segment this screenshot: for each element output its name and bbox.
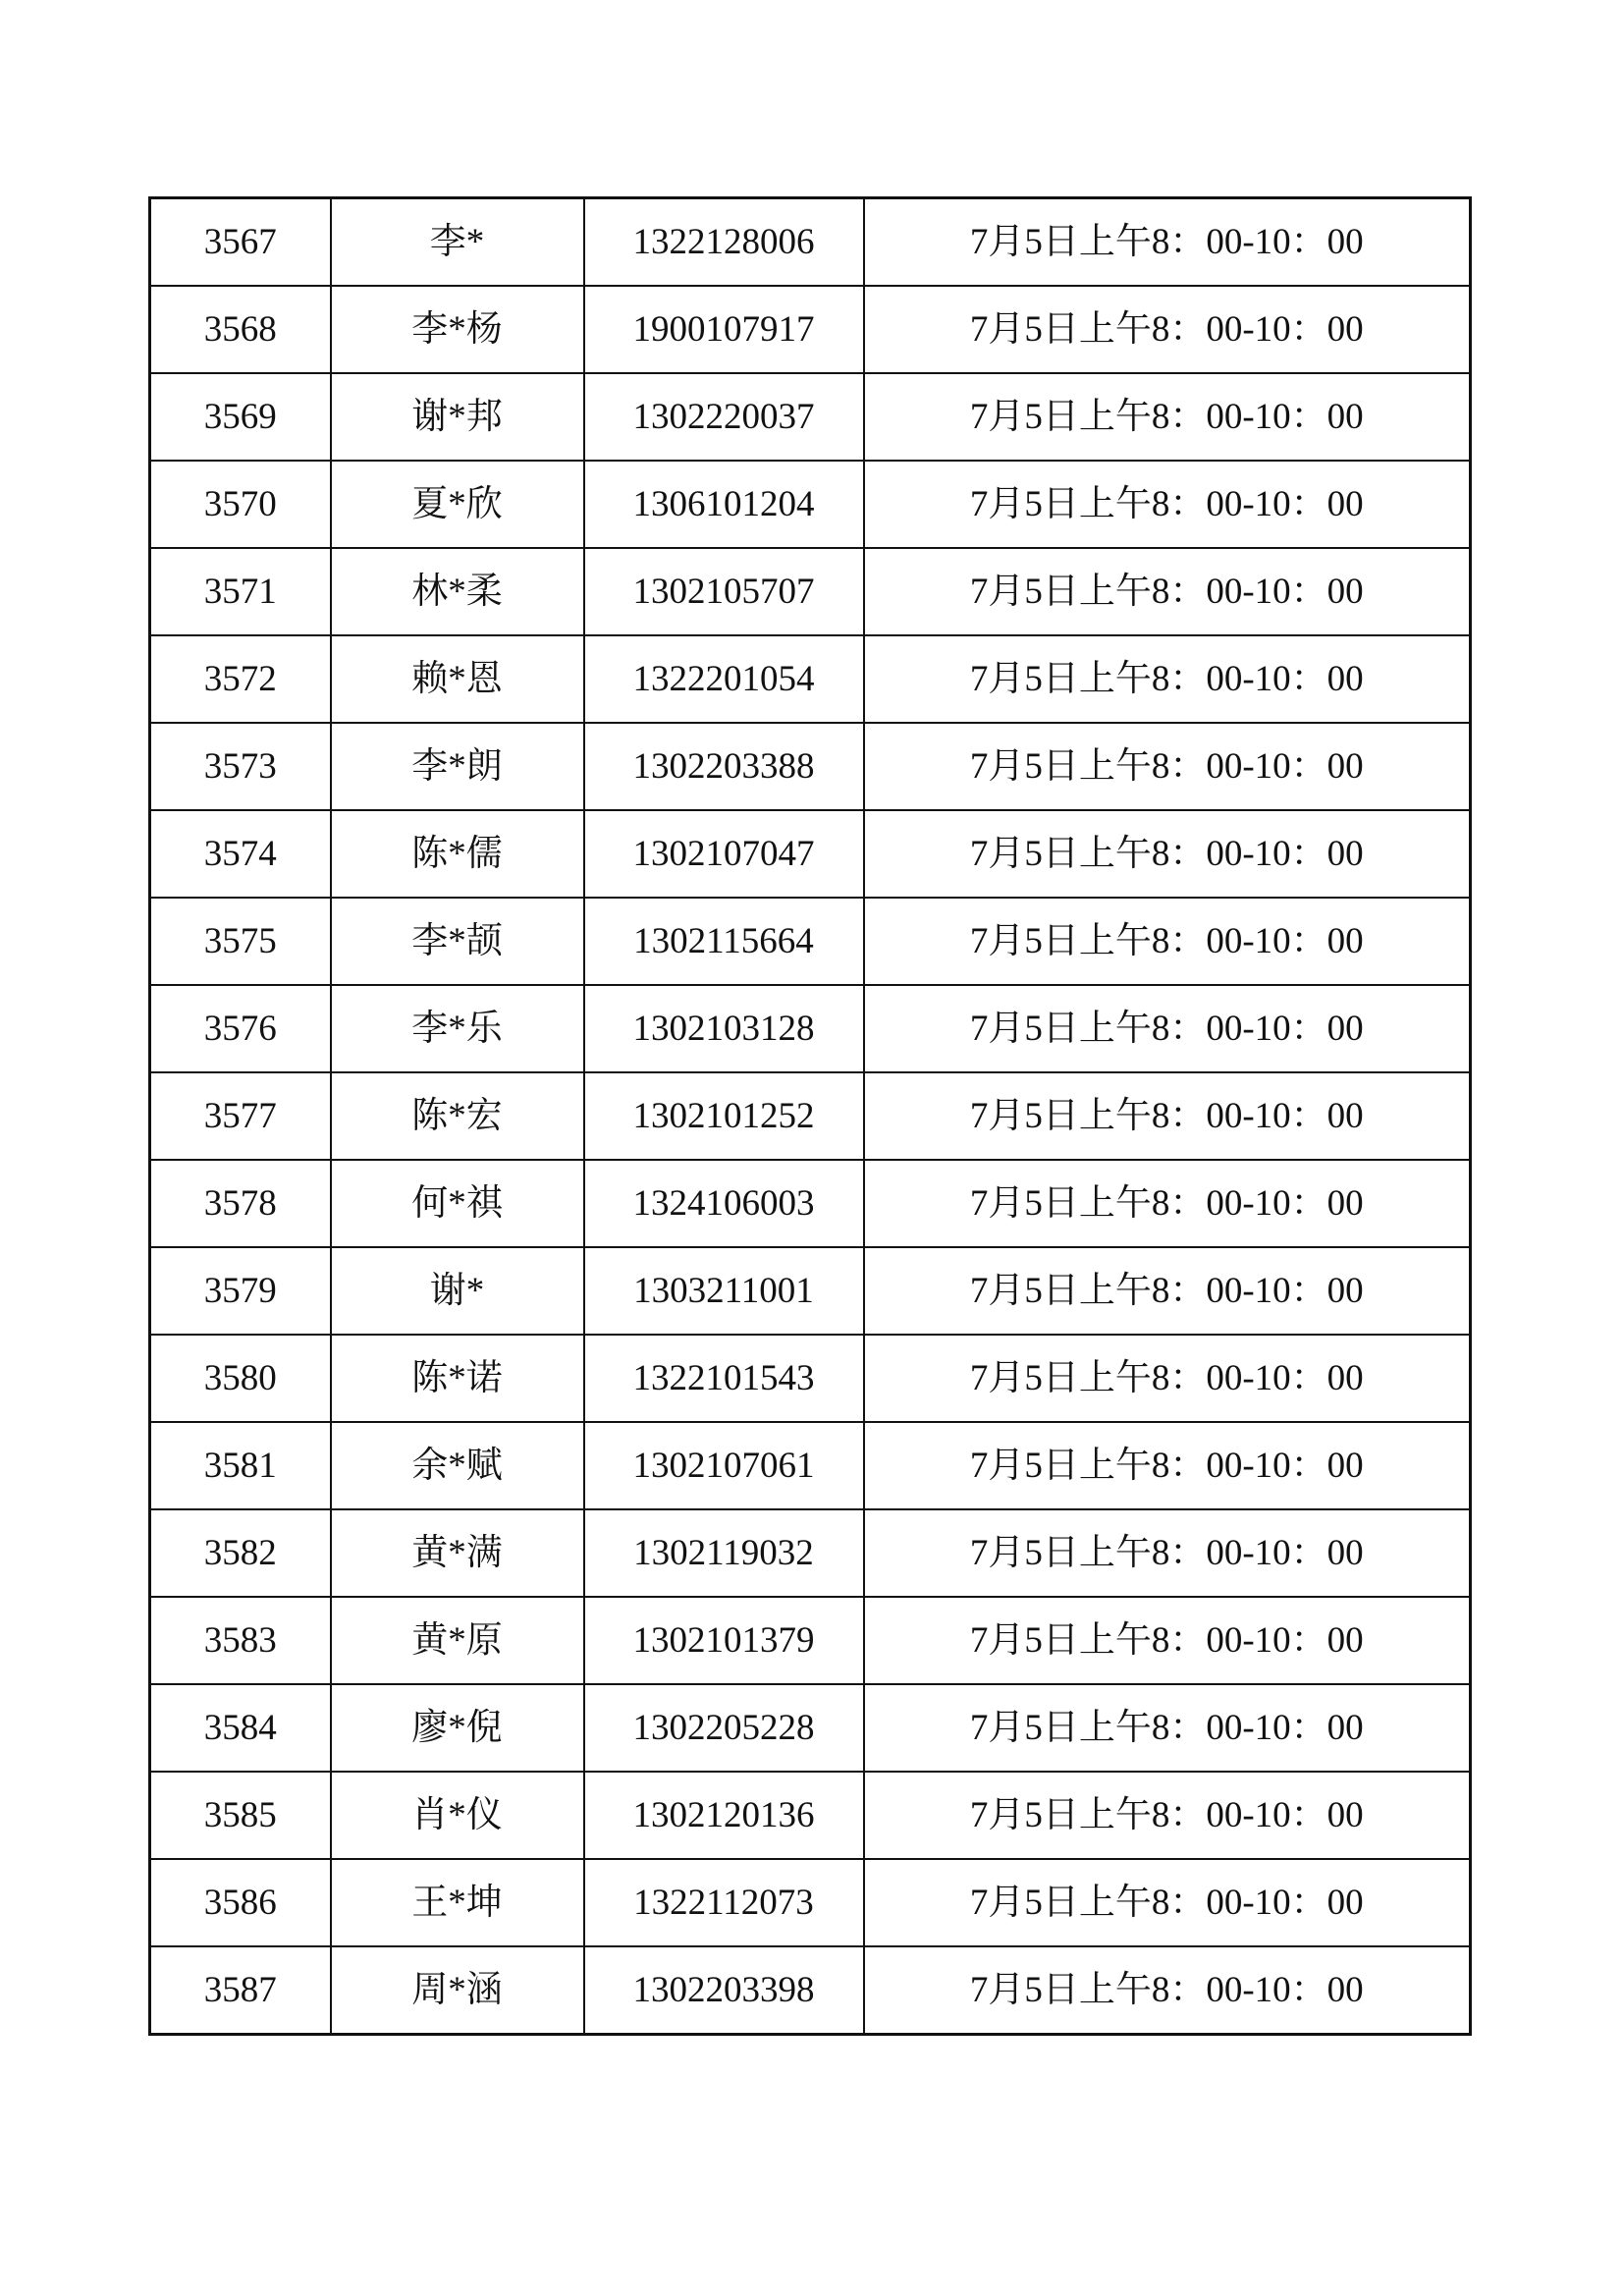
table-row <box>150 1772 1471 1859</box>
id-number-cell: 1302220037 <box>584 373 864 461</box>
table-row <box>150 198 1471 287</box>
time-slot-cell: 7月5日上午8：00-10：00 <box>864 898 1471 985</box>
table-row <box>150 635 1471 723</box>
time-slot-cell: 7月5日上午8：00-10：00 <box>864 1684 1471 1772</box>
time-slot-cell: 7月5日上午8：00-10：00 <box>864 1859 1471 1946</box>
name-cell: 周*涵 <box>331 1946 584 2035</box>
name-cell: 黄*原 <box>331 1597 584 1684</box>
sequence-number-cell: 3573 <box>150 723 331 810</box>
table-row <box>150 286 1471 373</box>
table-row <box>150 898 1471 985</box>
name-cell: 林*柔 <box>331 548 584 635</box>
name-cell: 陈*儒 <box>331 810 584 898</box>
table-row <box>150 1946 1471 2035</box>
id-number-cell: 1322128006 <box>584 198 864 287</box>
table-row <box>150 1509 1471 1597</box>
id-number-cell: 1302120136 <box>584 1772 864 1859</box>
time-slot-cell: 7月5日上午8：00-10：00 <box>864 1422 1471 1509</box>
table-row <box>150 461 1471 548</box>
id-number-cell: 1306101204 <box>584 461 864 548</box>
id-number-cell: 1302103128 <box>584 985 864 1072</box>
id-number-cell: 1302107047 <box>584 810 864 898</box>
table-row <box>150 1072 1471 1160</box>
time-slot-cell: 7月5日上午8：00-10：00 <box>864 1772 1471 1859</box>
time-slot-cell: 7月5日上午8：00-10：00 <box>864 461 1471 548</box>
time-slot-cell: 7月5日上午8：00-10：00 <box>864 286 1471 373</box>
id-number-cell: 1303211001 <box>584 1247 864 1335</box>
id-number-cell: 1302107061 <box>584 1422 864 1509</box>
name-cell: 黄*满 <box>331 1509 584 1597</box>
sequence-number-cell: 3575 <box>150 898 331 985</box>
id-number-cell: 1302203388 <box>584 723 864 810</box>
id-number-cell: 1322112073 <box>584 1859 864 1946</box>
name-cell: 赖*恩 <box>331 635 584 723</box>
id-number-cell: 1322101543 <box>584 1335 864 1422</box>
time-slot-cell: 7月5日上午8：00-10：00 <box>864 1160 1471 1247</box>
sequence-number-cell: 3579 <box>150 1247 331 1335</box>
time-slot-cell: 7月5日上午8：00-10：00 <box>864 373 1471 461</box>
table-row <box>150 1422 1471 1509</box>
name-cell: 陈*宏 <box>331 1072 584 1160</box>
time-slot-cell: 7月5日上午8：00-10：00 <box>864 810 1471 898</box>
time-slot-cell: 7月5日上午8：00-10：00 <box>864 985 1471 1072</box>
sequence-number-cell: 3576 <box>150 985 331 1072</box>
sequence-number-cell: 3586 <box>150 1859 331 1946</box>
id-number-cell: 1302119032 <box>584 1509 864 1597</box>
id-number-cell: 1302101252 <box>584 1072 864 1160</box>
table-row <box>150 548 1471 635</box>
name-cell: 何*祺 <box>331 1160 584 1247</box>
sequence-number-cell: 3572 <box>150 635 331 723</box>
table-row <box>150 1335 1471 1422</box>
sequence-number-cell: 3582 <box>150 1509 331 1597</box>
time-slot-cell: 7月5日上午8：00-10：00 <box>864 1946 1471 2035</box>
time-slot-cell: 7月5日上午8：00-10：00 <box>864 723 1471 810</box>
sequence-number-cell: 3581 <box>150 1422 331 1509</box>
id-number-cell: 1324106003 <box>584 1160 864 1247</box>
table-row <box>150 1597 1471 1684</box>
id-number-cell: 1302101379 <box>584 1597 864 1684</box>
sequence-number-cell: 3567 <box>150 198 331 287</box>
time-slot-cell: 7月5日上午8：00-10：00 <box>864 198 1471 287</box>
id-number-cell: 1302115664 <box>584 898 864 985</box>
sequence-number-cell: 3571 <box>150 548 331 635</box>
time-slot-cell: 7月5日上午8：00-10：00 <box>864 1597 1471 1684</box>
table-row <box>150 985 1471 1072</box>
name-cell: 余*赋 <box>331 1422 584 1509</box>
sequence-number-cell: 3569 <box>150 373 331 461</box>
table-row <box>150 1160 1471 1247</box>
id-number-cell: 1322201054 <box>584 635 864 723</box>
name-cell: 李*朗 <box>331 723 584 810</box>
name-cell: 廖*倪 <box>331 1684 584 1772</box>
table-row <box>150 810 1471 898</box>
time-slot-cell: 7月5日上午8：00-10：00 <box>864 1509 1471 1597</box>
time-slot-cell: 7月5日上午8：00-10：00 <box>864 1335 1471 1422</box>
sequence-number-cell: 3580 <box>150 1335 331 1422</box>
table-row <box>150 1859 1471 1946</box>
time-slot-cell: 7月5日上午8：00-10：00 <box>864 1247 1471 1335</box>
time-slot-cell: 7月5日上午8：00-10：00 <box>864 635 1471 723</box>
sequence-number-cell: 3574 <box>150 810 331 898</box>
table-row <box>150 723 1471 810</box>
name-cell: 李* <box>331 198 584 287</box>
sequence-number-cell: 3570 <box>150 461 331 548</box>
name-cell: 李*颉 <box>331 898 584 985</box>
id-number-cell: 1302205228 <box>584 1684 864 1772</box>
sequence-number-cell: 3585 <box>150 1772 331 1859</box>
roster-table-body <box>150 198 1471 2035</box>
table-row <box>150 1247 1471 1335</box>
time-slot-cell: 7月5日上午8：00-10：00 <box>864 1072 1471 1160</box>
sequence-number-cell: 3568 <box>150 286 331 373</box>
table-row <box>150 373 1471 461</box>
name-cell: 夏*欣 <box>331 461 584 548</box>
sequence-number-cell: 3587 <box>150 1946 331 2035</box>
sequence-number-cell: 3578 <box>150 1160 331 1247</box>
name-cell: 王*坤 <box>331 1859 584 1946</box>
id-number-cell: 1900107917 <box>584 286 864 373</box>
name-cell: 陈*诺 <box>331 1335 584 1422</box>
table-row <box>150 1684 1471 1772</box>
name-cell: 李*杨 <box>331 286 584 373</box>
name-cell: 李*乐 <box>331 985 584 1072</box>
sequence-number-cell: 3583 <box>150 1597 331 1684</box>
time-slot-cell: 7月5日上午8：00-10：00 <box>864 548 1471 635</box>
name-cell: 谢* <box>331 1247 584 1335</box>
id-number-cell: 1302203398 <box>584 1946 864 2035</box>
sequence-number-cell: 3577 <box>150 1072 331 1160</box>
sequence-number-cell: 3584 <box>150 1684 331 1772</box>
name-cell: 肖*仪 <box>331 1772 584 1859</box>
name-cell: 谢*邦 <box>331 373 584 461</box>
id-number-cell: 1302105707 <box>584 548 864 635</box>
roster-table <box>148 196 1472 2036</box>
